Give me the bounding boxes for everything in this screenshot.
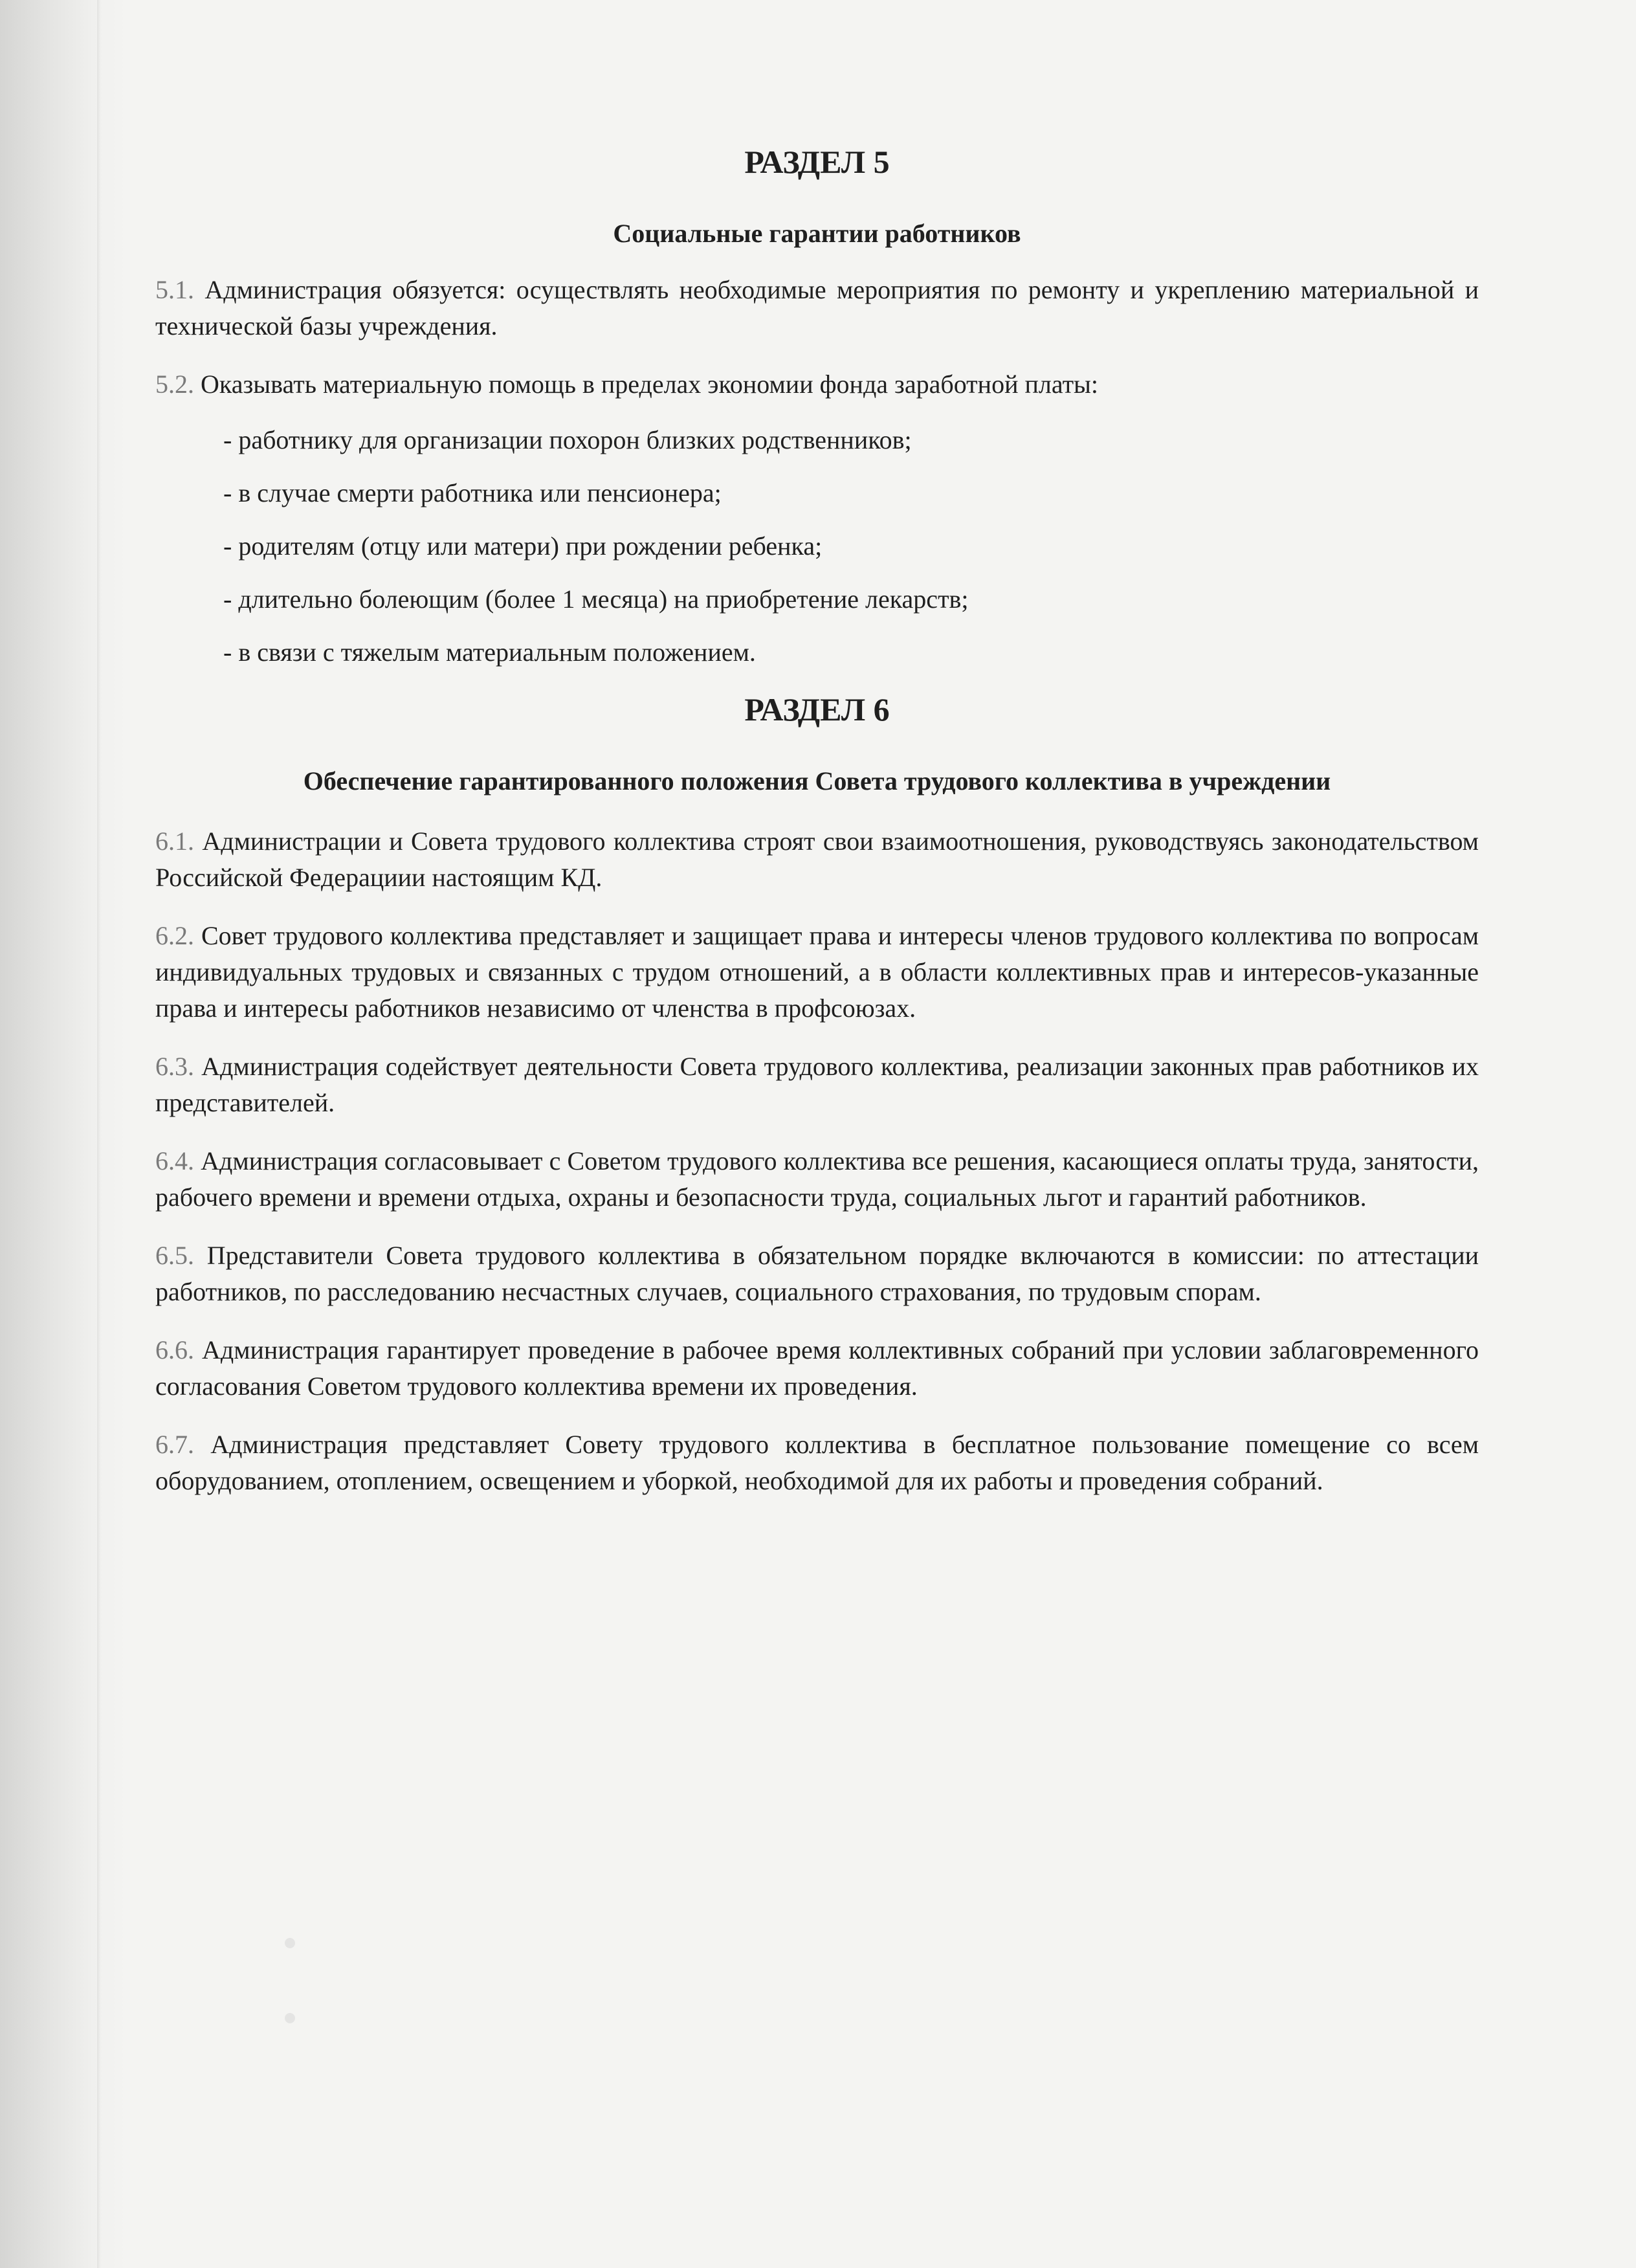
- paragraph-5-2: [155, 366, 1479, 403]
- paragraph-number: 6.1.: [155, 827, 194, 856]
- paragraph-text: Администрация обязуется: осуществлять необходимые мероприятия по ремонту и укреплению материальной и технической базы учреждения.: [155, 275, 1479, 340]
- paragraph-6-7: [155, 1427, 1479, 1499]
- section-6-subtitle: Обеспечение гарантированного положения Совета трудового коллектива в учреждении: [303, 766, 1331, 795]
- paragraph-text: Администрация содействует деятельности Совета трудового коллектива, реализации законных прав работников их представителей.: [155, 1052, 1479, 1117]
- scan-page-edge: [97, 0, 101, 2268]
- paragraph-number: 6.6.: [155, 1335, 194, 1364]
- paragraph-number: 6.3.: [155, 1052, 194, 1081]
- scan-left-shadow: [0, 0, 129, 2268]
- paragraph-number: 6.2.: [155, 921, 194, 950]
- paragraph-text: Администрации и Совета трудового коллектива строят свои взаимоотношения, руководствуясь законодательством Российской Федерациии настоящим КД.: [155, 827, 1479, 892]
- bullet-icon: [285, 2013, 295, 2023]
- paragraph-text: Оказывать материальную помощь в пределах экономии фонда заработной платы:: [201, 370, 1099, 399]
- paragraph-5-1: [155, 272, 1479, 344]
- paragraph-number: 6.7.: [155, 1430, 194, 1459]
- paragraph-text: Совет трудового коллектива представляет и защищает права и интересы членов трудового коллектива по вопросам индивидуальных трудовых и связанных с трудом отношений, а в области коллективных прав и интересов-указанные права и интересы работников независимо от членства в профсоюзах.: [155, 921, 1479, 1023]
- paragraph-6-3: [155, 1049, 1479, 1121]
- paragraph-number: 5.1.: [155, 275, 194, 304]
- section-5-title: РАЗДЕЛ 5: [744, 144, 890, 180]
- list-item: - работнику для организации похорон близких родственников;: [223, 425, 912, 454]
- paragraph-text: Представители Совета трудового коллектива в обязательном порядке включаются в комиссии: по аттестации работников, по расследованию несчастных случаев, социального страхования, по трудовым спорам.: [155, 1241, 1479, 1306]
- paragraph-6-1: [155, 823, 1479, 896]
- paragraph-6-2: [155, 918, 1479, 1027]
- list-item: - в связи с тяжелым материальным положением.: [223, 638, 756, 667]
- paragraph-text: Администрация согласовывает с Советом трудового коллектива все решения, касающиеся оплаты труда, занятости, рабочего времени и времени отдыха, охраны и безопасности труда, социальных льгот и гарантий работников.: [155, 1146, 1479, 1212]
- bullet-icon: [285, 1938, 295, 1948]
- section-6-title: РАЗДЕЛ 6: [744, 691, 890, 728]
- section-5-subtitle: Социальные гарантии работников: [613, 219, 1021, 248]
- list-item: - в случае смерти работника или пенсионера;: [223, 478, 722, 507]
- material-aid-list: [155, 422, 1479, 671]
- list-item: - длительно болеющим (более 1 месяца) на приобретение лекарств;: [223, 584, 969, 614]
- list-item: - родителям (отцу или матери) при рождении ребенка;: [223, 531, 823, 561]
- paragraph-6-5: [155, 1238, 1479, 1310]
- paragraph-text: Администрация представляет Совету трудового коллектива в бесплатное пользование помещение со всем оборудованием, отоплением, освещением и уборкой, необходимой для их работы и проведения собраний.: [155, 1430, 1479, 1495]
- show-through-artifact: [285, 1864, 1255, 2097]
- paragraph-6-4: [155, 1143, 1479, 1216]
- paragraph-number: 6.5.: [155, 1241, 194, 1270]
- paragraph-number: 6.4.: [155, 1146, 194, 1175]
- paragraph-6-6: [155, 1332, 1479, 1405]
- paragraph-number: 5.2.: [155, 370, 194, 399]
- paragraph-text: Администрация гарантирует проведение в рабочее время коллективных собраний при условии заблаговременного согласования Советом трудового коллектива времени их проведения.: [155, 1335, 1479, 1401]
